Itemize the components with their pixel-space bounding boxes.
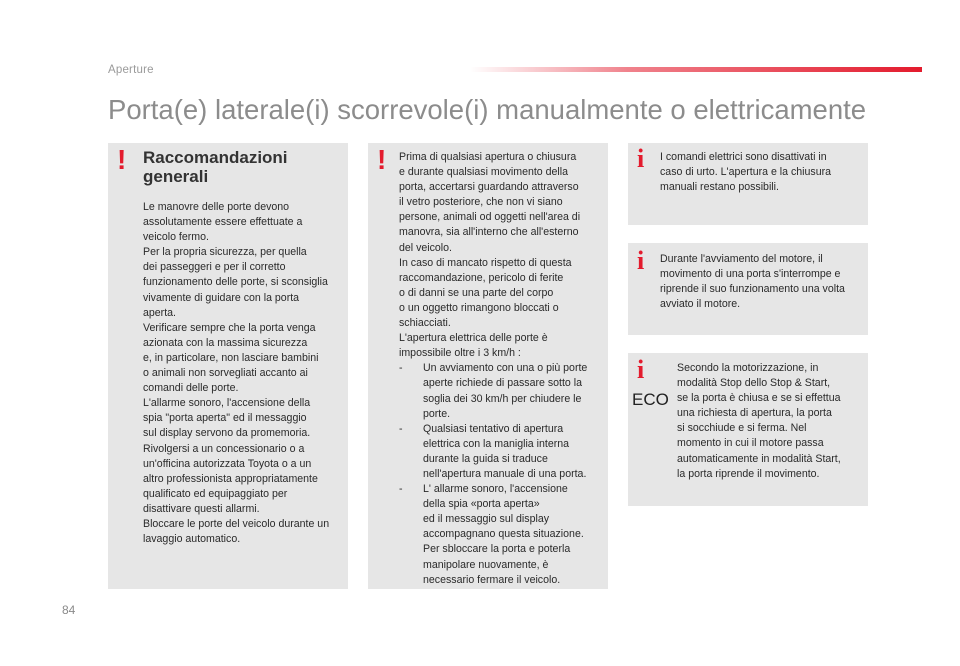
text-line: L'allarme sonoro, l'accensione della	[143, 397, 311, 410]
text-line: e, in particolare, non lasciare bambini	[143, 351, 319, 364]
text-line: altro professionista appropriatamente	[143, 472, 318, 485]
text-line: Secondo la motorizzazione, in	[677, 362, 819, 374]
text-line: caso di urto. L'apertura e la chiusura	[660, 166, 832, 179]
bullet-line: aperte richiede di passare sotto la	[423, 377, 582, 390]
heading-line: Raccomandazioni	[143, 148, 288, 167]
text-line: azionata con la massima sicurezza	[143, 336, 308, 349]
info-text-engine-start	[660, 252, 862, 312]
heading-line: generali	[143, 167, 209, 186]
panel-heading	[143, 148, 338, 186]
text-line: lavaggio automatico.	[143, 533, 241, 546]
bullet-line: nell'apertura manuale di una porta.	[423, 467, 587, 480]
bullet-line: Per sbloccare la porta e poterla	[423, 543, 571, 556]
text-line: porta, accertarsi guardando attraverso	[399, 181, 579, 194]
bullet-line: necessario fermare il veicolo.	[423, 573, 561, 586]
info-text-stop-start	[677, 361, 863, 482]
bullet-line: durante la guida si traduce	[423, 452, 548, 465]
text-line: Durante l'avviamento del motore, il	[660, 253, 823, 265]
text-line: sul display servono da promemoria.	[143, 427, 311, 440]
bullet-dash: -	[399, 362, 403, 375]
bullet-line: soglia dei 30 km/h per chiudere le	[423, 392, 582, 405]
text-line: aperta.	[143, 306, 176, 319]
text-line: il vetro posteriore, che non vi siano	[399, 196, 563, 209]
text-line: manuali restano possibili.	[660, 181, 779, 194]
header-accent-rule	[470, 67, 922, 72]
text-line: o animali non sorvegliati accanto ai	[143, 367, 308, 380]
warning-exclamation-icon: !	[117, 144, 127, 175]
text-line: L'apertura elettrica delle porte è	[399, 332, 548, 345]
bullet-line: della spia «porta aperta»	[423, 498, 540, 511]
bullet-dash: -	[399, 483, 403, 496]
text-line: disattivare questi allarmi.	[143, 502, 260, 515]
text-line: momento in cui il motore passa	[677, 437, 824, 450]
bullet-line: ed il messaggio sul display	[423, 513, 550, 526]
text-line: del veicolo.	[399, 241, 452, 254]
text-line: una richiesta di apertura, la porta	[677, 407, 832, 420]
bullet-item	[399, 422, 604, 482]
text-line: e durante qualsiasi movimento della	[399, 166, 569, 179]
text-line: modalità Stop dello Stop & Start,	[677, 377, 831, 390]
info-icon: i	[637, 246, 645, 275]
bullet-item	[399, 482, 604, 588]
text-line: funzionamento delle porte, si sconsiglia	[143, 276, 328, 289]
text-line: spia "porta aperta" ed il messaggio	[143, 412, 307, 425]
text-line: o di danni se una parte del corpo	[399, 286, 554, 299]
text-line: raccomandazione, pericolo di ferite	[399, 271, 564, 284]
section-label: Aperture	[108, 64, 154, 76]
text-line: veicolo fermo.	[143, 231, 209, 244]
info-icon: i	[637, 144, 645, 173]
text-line: la porta riprende il movimento.	[677, 467, 820, 480]
bullet-line: Un avviamento con una o più porte	[423, 362, 588, 375]
text-line: o un oggetto rimangono bloccati o	[399, 301, 559, 314]
eco-icon	[632, 390, 672, 408]
text-line: un'officina autorizzata Toyota o a un	[143, 457, 312, 470]
info-icon: i	[637, 355, 645, 384]
bullet-line: manipolare nuovamente, è	[423, 558, 549, 571]
text-line: Verificare sempre che la porta venga	[143, 321, 316, 334]
text-line: In caso di mancato rispetto di questa	[399, 256, 572, 269]
bullet-line: porte.	[423, 407, 451, 420]
text-line: se la porta è chiusa e se si effettua	[677, 392, 841, 405]
page-number: 84	[62, 603, 76, 617]
bullet-line: Qualsiasi tentativo di apertura	[423, 422, 564, 435]
eco-icon-label: ECO	[632, 390, 669, 408]
text-line: comandi delle porte.	[143, 382, 239, 395]
text-line: Per la propria sicurezza, per quella	[143, 246, 307, 259]
text-line: avviato il motore.	[660, 298, 741, 311]
text-line: I comandi elettrici sono disattivati in	[660, 151, 827, 163]
text-line: Le manovre delle porte devono	[143, 201, 290, 213]
bullet-line: elettrica con la maniglia interna	[423, 437, 570, 450]
general-recommendations-text	[143, 200, 345, 547]
bullet-line: accompagnano questa situazione.	[423, 528, 584, 541]
text-line: qualificato ed equipaggiato per	[143, 487, 288, 500]
bullet-dash: -	[399, 422, 403, 435]
text-line: Prima di qualsiasi apertura o chiusura	[399, 151, 577, 163]
bullet-line: L' allarme sonoro, l'accensione	[423, 483, 568, 496]
warning-exclamation-icon: !	[377, 144, 387, 175]
text-line: schiacciati.	[399, 317, 451, 330]
text-line: manovra, sia all'interno che all'esterno	[399, 226, 579, 239]
text-line: si socchiude e si ferma. Nel	[677, 422, 807, 435]
safety-warning-text	[399, 150, 604, 588]
text-line: movimento di una porta s'interrompe e	[660, 268, 841, 281]
text-line: persone, animali od oggetti nell'area di	[399, 211, 581, 224]
text-line: assolutamente essere effettuate a	[143, 216, 303, 229]
text-line: impossibile oltre i 3 km/h :	[399, 347, 521, 360]
text-line: automaticamente in modalità Start,	[677, 452, 841, 465]
bullet-item	[399, 361, 604, 421]
text-line: Bloccare le porte del veicolo durante un	[143, 517, 330, 530]
text-line: dei passeggeri e per il corretto	[143, 261, 286, 274]
text-line: vivamente di guidare con la porta	[143, 291, 300, 304]
page-title: Porta(e) laterale(i) scorrevole(i) manualmente o elettricamente	[108, 94, 867, 125]
info-text-crash	[660, 150, 860, 195]
text-line: Rivolgersi a un concessionario o a	[143, 442, 305, 455]
text-line: riprende il suo funzionamento una volta	[660, 283, 845, 296]
